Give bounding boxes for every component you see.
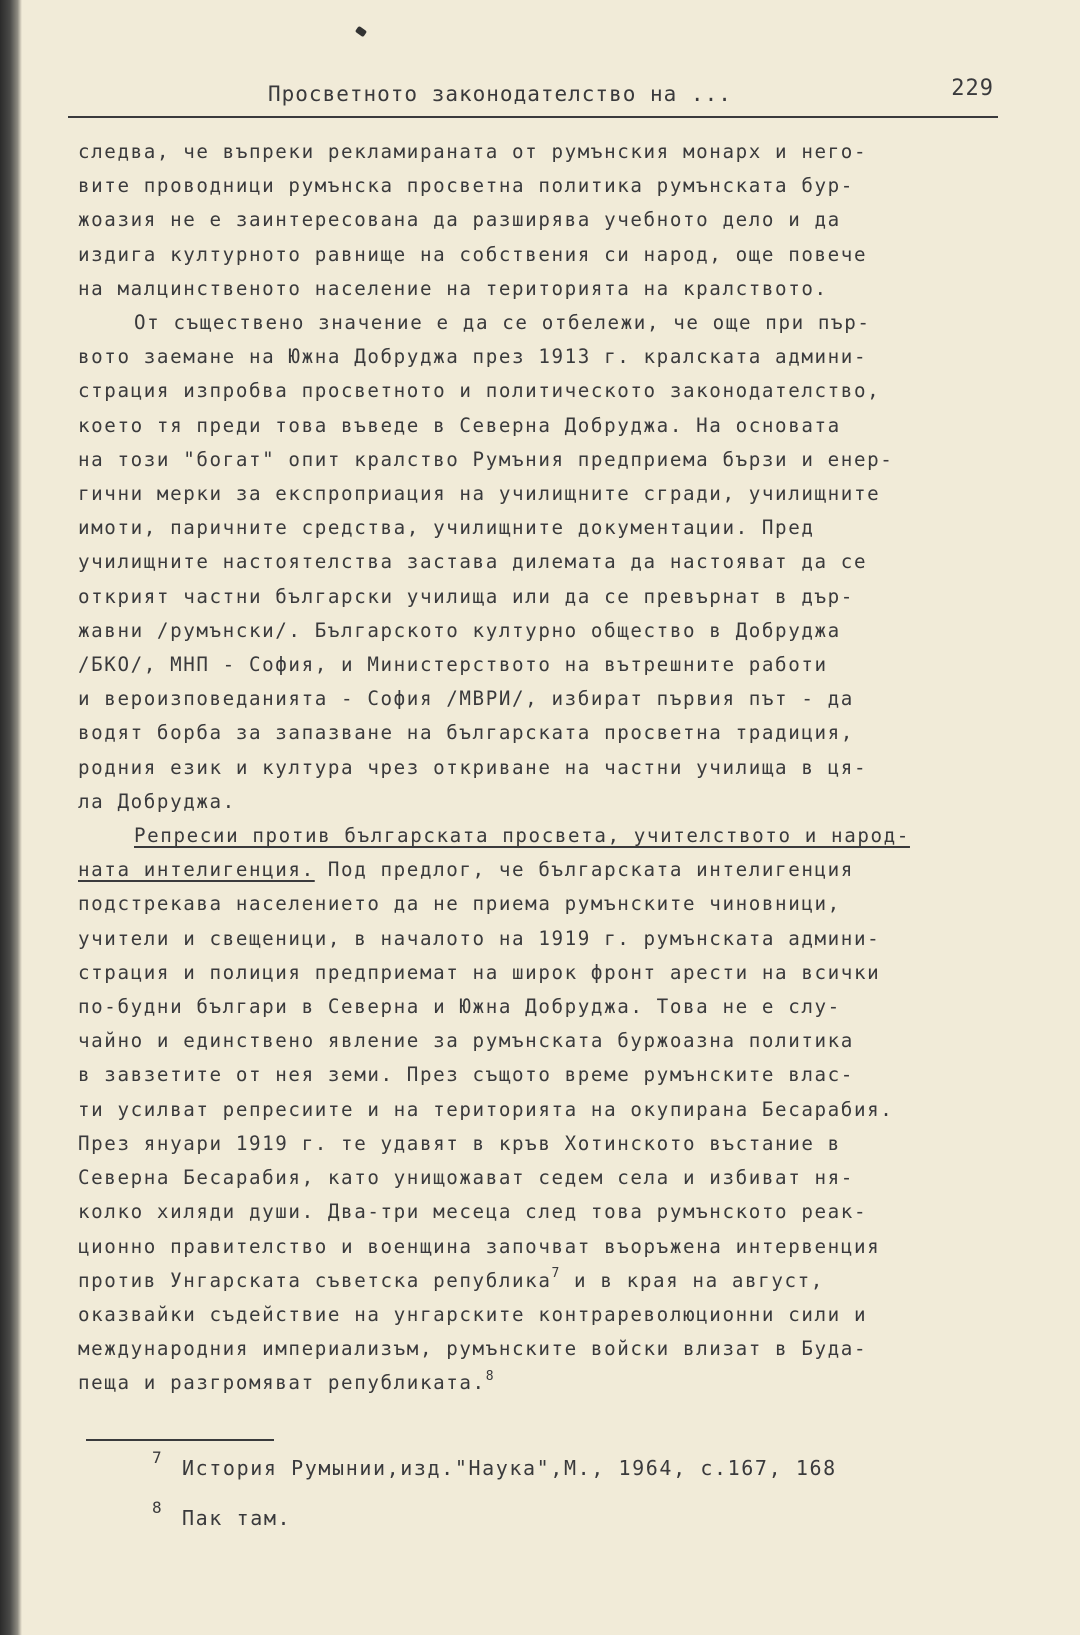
text-line: страция изпробва просветното и политическото законодателство, [78,379,881,403]
text-line: на този "богат" опит кралство Румъния предприема бързи и енер- [78,447,894,471]
text-line: чайно и единствено явление за румънската буржоазна политика [78,1029,854,1053]
text-line: в завзетите от нея земи. През същото време румънските влас- [78,1063,854,1087]
text-line: учители и свещеници, в началото на 1919 г. румънската админи- [78,926,881,950]
text-line: следва, че въпреки рекламираната от румънския монарх и него- [78,140,868,163]
footnote-reference-8: 8 [485,1368,496,1384]
footnote-marker: 7 [152,1448,164,1467]
text-line: издига културното равнище на собствения си народ, още повече [78,242,868,266]
text-line: оказвайки съдействие на унгарските контрареволюционни сили и [78,1302,868,1326]
text-line: ла Добруджа. [78,789,236,813]
footnote-marker: 8 [152,1498,164,1517]
text-line: През януари 1919 г. те удавят в кръв Хотинското въстание в [78,1131,841,1155]
body-text [78,135,1024,1401]
text-line [78,853,1024,887]
text-line: ционно правителство и военщина започват въоръжена интервенция [78,1234,881,1258]
text-line: по-будни българи в Северна и Южна Добруджа. Това не е слу- [78,995,841,1019]
text-line: гични мерки за експроприация на училищните сгради, училищните [78,482,881,506]
book-binding-shadow [0,0,22,1635]
footnote-7 [152,1448,837,1480]
text-line: вите проводници румънска просветна политика румънската бур- [78,174,854,198]
text-line: Северна Бесарабия, като унищожават седем села и избиват ня- [78,1166,854,1190]
section-heading: Репресии против българската просвета, учителството и народ- [134,824,910,848]
text-line: на малцинственото население на територията на кралството. [78,276,828,300]
running-title: Просветното законодателство на ... [268,82,732,106]
text-run: Под предлог, че българската интелигенция [314,858,854,882]
text-run: и в края на август, [560,1268,824,1292]
text-line: училищните настоятелства застава дилемата да настояват да се [78,550,868,574]
text-line: /БКО/, МНП - София, и Министерството на вътрешните работи [78,653,828,677]
text-line: колко хиляди души. Два-три месеца след това румънското реак- [78,1200,868,1224]
ink-speck [355,26,367,37]
footnote-8 [152,1498,292,1530]
page-number: 229 [951,76,994,101]
text-line [78,1366,1024,1400]
section-heading-end: ната интелигенция. [78,858,315,882]
text-line: подстрекава населението да не приема румънските чиновници, [78,892,841,916]
text-line: което тя преди това въведе в Северна Добруджа. На основата [78,413,841,437]
text-line: международния империализъм, румънските войски влизат в Буда- [78,1337,868,1361]
text-line: открият частни български училища или да се превърнат в дър- [78,584,854,608]
footnote-separator [86,1439,274,1441]
page-header [68,72,998,118]
text-run: против Унгарската съветска република [78,1268,552,1292]
paragraph-start-line: От съществено значение е да се отбележи, че още при пър- [134,311,871,335]
text-line: жавни /румънски/. Българското културно общество в Добруджа [78,618,841,642]
text-line: водят борба за запазване на българската просветна традиция, [78,721,854,745]
text-line [78,1264,1024,1298]
text-run: пеща и разгромяват републиката. [78,1371,486,1395]
text-line: и вероизповеданията - София /МВРИ/, избират първия път - да [78,687,854,711]
header-rule [68,116,998,118]
text-line: вото заемане на Южна Добруджа през 1913 г. кралската админи- [78,345,868,369]
footnote-text: Пак там. [182,1506,292,1530]
section-heading-line [78,819,1024,853]
text-line: имоти, паричните средства, училищните документации. Пред [78,516,815,540]
footnote-text: История Румынии,изд."Наука",М., 1964, с.167, 168 [182,1456,837,1480]
text-line: страция и полиция предприемат на широк фронт арести на всички [78,960,881,984]
text-line: жоазия не е заинтересована да разширява учебното дело и да [78,208,841,232]
footnote-reference-7: 7 [551,1266,561,1282]
text-line: ти усилват репресиите и на територията на окупирана Бесарабия. [78,1097,894,1121]
text-line: родния език и култура чрез откриване на частни училища в ця- [78,755,868,779]
